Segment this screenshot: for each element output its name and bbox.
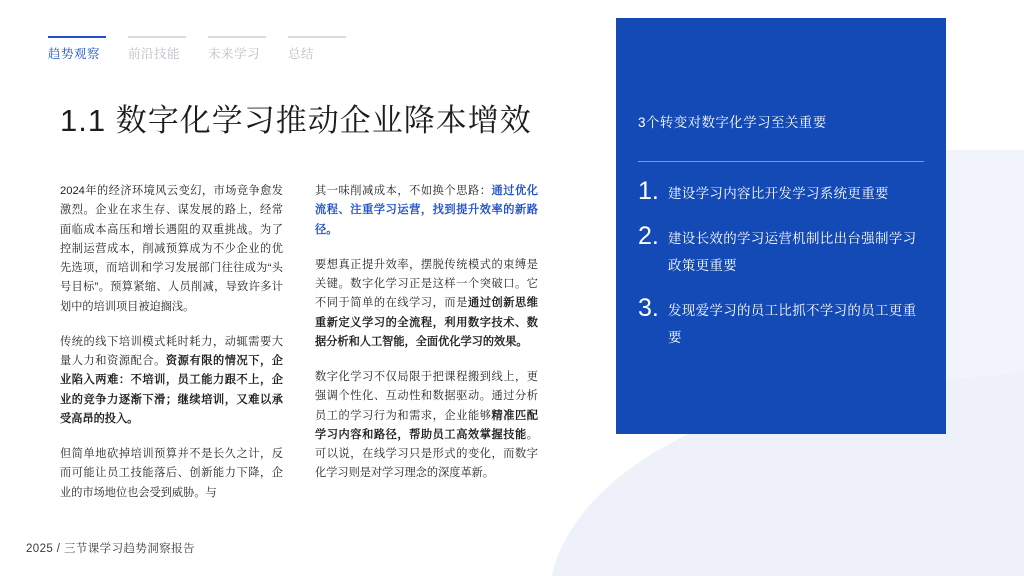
paragraph: 传统的线下培训模式耗时耗力，动辄需要大量人力和资源配合。资源有限的情况下，企业陷入两难：不培训，员工能力跟不上，企业的竞争力逐渐下滑；继续培训，又难以承受高昂的投入。 xyxy=(60,335,283,425)
tab-label: 总结 xyxy=(288,47,315,61)
list-item-number: 1. xyxy=(638,177,659,205)
highlight-panel xyxy=(616,18,946,434)
list-item-number: 2. xyxy=(638,222,659,251)
list-item-number: 3. xyxy=(638,294,659,323)
page-title: 1.1 数字化学习推动企业降本增效 xyxy=(60,103,532,138)
tab-frontier-skills[interactable] xyxy=(128,36,186,62)
tab-future-learning[interactable] xyxy=(208,36,266,62)
footer-text: 2025 / 三节课学习趋势洞察报告 xyxy=(26,543,195,555)
paragraph: 数字化学习不仅局限于把课程搬到线上，更强调个性化、互动性和数据驱动。通过分析员工的学习行为和需求，企业能够精准匹配学习内容和路径，帮助员工高效掌握技能。可以说，在线学习只是形式的变化，而数字化学习则是对学习理念的深度革新。 xyxy=(315,371,538,480)
body-columns xyxy=(60,182,538,503)
list-item xyxy=(638,221,930,279)
tab-label: 趋势观察 xyxy=(48,47,101,61)
body-column-right xyxy=(315,182,538,503)
panel-divider xyxy=(638,161,924,162)
list-item-label: 建设长效的学习运营机制比出台强制学习政策更重要 xyxy=(668,231,917,274)
list-item-label: 发现爱学习的员工比抓不学习的员工更重要 xyxy=(668,303,917,346)
tab-label: 前沿技能 xyxy=(128,47,181,61)
panel-list xyxy=(638,176,930,365)
body-column-left xyxy=(60,182,283,503)
list-item-label: 建设学习内容比开发学习系统更重要 xyxy=(668,186,889,201)
tab-summary[interactable] xyxy=(288,36,346,62)
tab-label: 未来学习 xyxy=(208,47,261,61)
tab-bar xyxy=(48,36,346,62)
tab-trend-observation[interactable] xyxy=(48,36,106,62)
paragraph: 其一味削减成本，不如换个思路：通过优化流程、注重学习运营，找到提升效率的新路径。 xyxy=(315,185,538,236)
list-item xyxy=(638,176,930,207)
panel-heading: 3个转变对数字化学习至关重要 xyxy=(638,115,827,130)
panel-header xyxy=(616,18,946,145)
paragraph: 2024年的经济环境风云变幻，市场竞争愈发激烈。企业在求生存、谋发展的路上，经常面临成本高压和增长遇阻的双重挑战。为了控制运营成本，削减预算成为不少企业的优先选项，而培训和学习发展部门往往成为“头号目标”。预算紧缩、人员削减，导致许多计划中的培训项目被迫搁浅。 xyxy=(60,185,283,313)
paragraph: 要想真正提升效率，摆脱传统模式的束缚是关键。数字化学习正是这样一个突破口。它不同于简单的在线学习，而是通过创新思维重新定义学习的全流程，利用数字技术、数据分析和人工智能，全面优化学习的效果。 xyxy=(315,258,538,348)
list-item xyxy=(638,293,930,351)
paragraph: 但简单地砍掉培训预算并不是长久之计，反而可能让员工技能落后、创新能力下降，企业的市场地位也会受到威胁。与 xyxy=(60,448,283,499)
